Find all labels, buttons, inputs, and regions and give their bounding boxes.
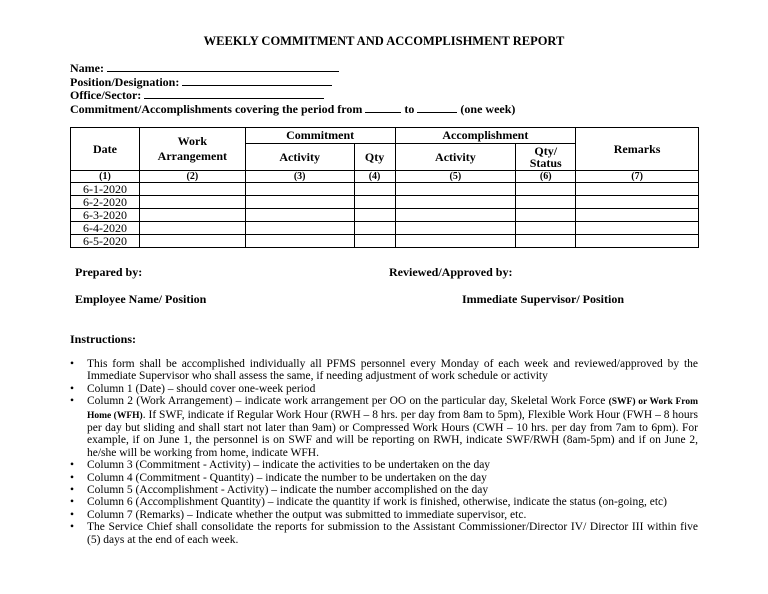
name-label: Name: (70, 61, 104, 75)
empty-cell (139, 196, 245, 209)
reviewed-by-label: Reviewed/Approved by: (389, 265, 513, 279)
empty-cell (516, 196, 576, 209)
col-number: (2) (139, 171, 245, 183)
col-number: (7) (576, 171, 699, 183)
empty-cell (245, 209, 354, 222)
empty-cell (354, 235, 395, 248)
empty-cell (516, 209, 576, 222)
report-title: WEEKLY COMMITMENT AND ACCOMPLISHMENT REPORT (203, 34, 565, 48)
header-commitment: Commitment (245, 128, 395, 144)
office-blank (144, 88, 324, 99)
empty-cell (395, 235, 516, 248)
header-qty-status: Qty/ Status (516, 144, 576, 171)
empty-cell (245, 196, 354, 209)
empty-cell (354, 209, 395, 222)
list-item (70, 496, 698, 508)
empty-cell (395, 209, 516, 222)
empty-cell (516, 222, 576, 235)
list-item (70, 472, 698, 484)
instructions-title: Instructions: (70, 332, 137, 346)
office-field (70, 88, 324, 103)
period-to-blank (417, 102, 457, 113)
instruction-text: Column 6 (Accomplishment Quantity) – indicate the quantity if work is finished, otherwise, indicate the status (on-going, etc) (87, 496, 667, 509)
date-cell: 6-2-2020 (71, 196, 140, 209)
list-item (70, 521, 698, 546)
date-cell: 6-1-2020 (71, 183, 140, 196)
table-row (71, 235, 699, 248)
header-work-arrangement: Work Arrangement (139, 128, 245, 171)
instruction-text: Column 2 (Work Arrangement) – indicate work arrangement per OO on the particular day, Skeletal Work Force (87, 395, 609, 408)
header-commitment-qty: Qty (354, 144, 395, 171)
header-date: Date (71, 128, 140, 171)
empty-cell (576, 209, 699, 222)
prepared-by-label: Prepared by: (75, 265, 143, 279)
header-accomplishment: Accomplishment (395, 128, 576, 144)
empty-cell (576, 196, 699, 209)
bullet: • (70, 459, 75, 472)
instruction-text: This form shall be accomplished individually all PFMS personnel every Monday of each week and reviewed/approved by the Immediate Supervisor who shall assess the same, if needing adjustment of work schedule or activity (87, 358, 698, 383)
bullet: • (70, 395, 75, 408)
col-number: (5) (395, 171, 516, 183)
period-prefix: Commitment/Accomplishments covering the period from (70, 101, 363, 116)
bullet: • (70, 508, 75, 521)
instruction-text: The Service Chief shall consolidate the reports for submission to the Assistant Commissioner/Director IV/ Director III within five (5) days at the end of each week. (87, 521, 698, 546)
empty-cell (576, 235, 699, 248)
table-row (71, 209, 699, 222)
period-suffix: (one week) (460, 101, 516, 116)
col-number: (4) (354, 171, 395, 183)
instruction-text: Column 4 (Commitment - Quantity) – indicate the number to be undertaken on the day (87, 471, 487, 484)
empty-cell (576, 183, 699, 196)
col-number: (6) (516, 171, 576, 183)
bullet: • (70, 471, 75, 484)
empty-cell (354, 222, 395, 235)
instructions-list (70, 358, 698, 546)
date-cell: 6-3-2020 (71, 209, 140, 222)
list-item (70, 484, 698, 496)
instruction-text: . If SWF, indicate if Regular Work Hour (RWH – 8 hrs. per day from 8am to 5pm), Flexible Work Hour (FWH – 8 hours per day but sliding and shall start not later than 9am) or Compressed Work Hours (CWH – 10 hrs. per day from 7am to 6pm). For example, if on June 1, the personnel is on SWF and will be reporting on RWH, indicate SWF/RWH (8am-5pm) and if on June 2, he/she will be working from home, indicate WFH. (87, 408, 698, 459)
header-accomplishment-activity: Activity (395, 144, 516, 171)
date-cell: 6-4-2020 (71, 222, 140, 235)
empty-cell (139, 222, 245, 235)
instruction-text: Column 3 (Commitment - Activity) – indicate the activities to be undertaken on the day (87, 459, 491, 472)
empty-cell (395, 196, 516, 209)
name-blank (107, 61, 339, 72)
list-item (70, 383, 698, 395)
empty-cell (245, 235, 354, 248)
position-label: Position/Designation: (70, 74, 180, 89)
empty-cell (395, 222, 516, 235)
header-commitment-activity: Activity (245, 144, 354, 171)
bullet: • (70, 358, 75, 370)
column-number-row (71, 171, 699, 183)
list-item (70, 509, 698, 521)
empty-cell (139, 235, 245, 248)
header-remarks: Remarks (576, 128, 699, 171)
date-cell: 6-5-2020 (71, 235, 140, 248)
empty-cell (245, 183, 354, 196)
empty-cell (516, 183, 576, 196)
report-table (70, 127, 699, 248)
table-row (71, 222, 699, 235)
table-row (71, 196, 699, 209)
col-number: (3) (245, 171, 354, 183)
empty-cell (354, 196, 395, 209)
instruction-text: Column 7 (Remarks) – Indicate whether the output was submitted to immediate supervisor, etc. (87, 508, 527, 521)
empty-cell (139, 209, 245, 222)
bullet: • (70, 484, 75, 497)
period-field (70, 102, 515, 117)
office-label: Office/Sector: (70, 88, 142, 102)
period-from-blank (365, 102, 401, 113)
empty-cell (576, 222, 699, 235)
instruction-text: Column 1 (Date) – should cover one-week period (87, 382, 316, 395)
bullet: • (70, 496, 75, 509)
bullet: • (70, 382, 75, 395)
empty-cell (354, 183, 395, 196)
list-item (70, 358, 698, 383)
col-number: (1) (71, 171, 140, 183)
supervisor-signature-label: Immediate Supervisor/ Position (462, 292, 624, 306)
table-row (71, 183, 699, 196)
position-blank (182, 75, 332, 86)
list-item (70, 395, 698, 459)
name-field (70, 61, 339, 76)
instruction-emphasis: (SWF) or Work From Home (WFH) (87, 397, 698, 421)
empty-cell (395, 183, 516, 196)
empty-cell (516, 235, 576, 248)
instruction-text: Column 5 (Accomplishment - Activity) – indicate the number accomplished on the day (87, 484, 489, 497)
period-to: to (404, 101, 415, 116)
list-item (70, 459, 698, 471)
empty-cell (139, 183, 245, 196)
empty-cell (245, 222, 354, 235)
position-field (70, 75, 332, 90)
table-header-row (71, 128, 699, 144)
employee-signature-label: Employee Name/ Position (75, 292, 207, 306)
bullet: • (70, 521, 75, 534)
